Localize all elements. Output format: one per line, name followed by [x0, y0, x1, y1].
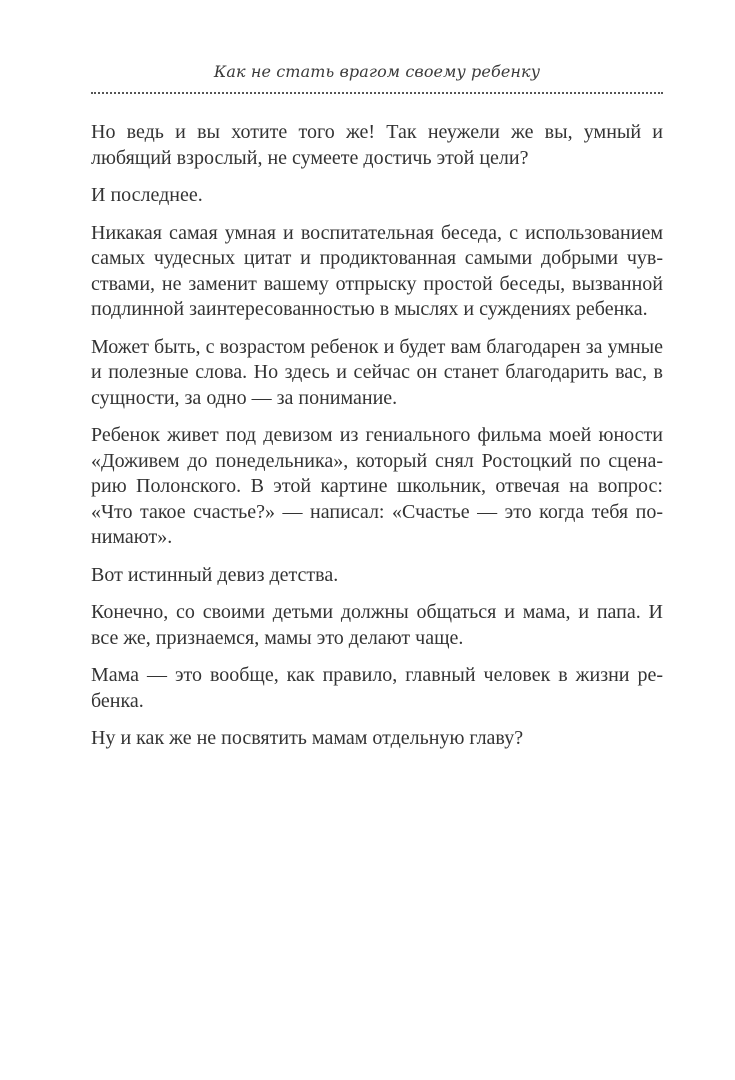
paragraph: И последнее.: [91, 184, 203, 206]
running-head-title: Как не стать врагом своему ребенку: [213, 62, 541, 81]
paragraph: Никакая самая умная и воспитательная беседа, с использованием самых чудесных цитат и продиктованная самыми добрыми чувствами, не заменит вашему отпрыску простой беседы, вызванной подлинной заинтересованностью в мыслях и суждениях ребенка.: [91, 221, 663, 320]
body-text: [91, 120, 663, 764]
paragraph: Мама — это вообще, как правило, главный человек в жизни ребенка.: [91, 664, 663, 712]
paragraph: Вот истинный девиз детства.: [91, 563, 339, 586]
paragraph: Ребенок живет под девизом из гениального фильма моей юности «Доживем до понедельника», который снял Ростоцкий по сценарию Полонского. В этой картине школьник, отвечая на вопрос: «Что такое счастье?» — написал: «Счастье — это когда тебя понимают».: [91, 424, 663, 548]
paragraph: Конечно, со своими детьми должны общаться и мама, и папа. И все же, признаемся, мамы это делают чаще.: [91, 601, 663, 649]
paragraph: Но ведь и вы хотите того же! Так неужели же вы, умный и любящий взрослый, не сумеете достичь этой цели?: [91, 121, 663, 169]
header-dotted-rule: [91, 92, 663, 94]
paragraph: Ну и как же не посвятить мамам отдельную главу?: [91, 727, 524, 749]
paragraph: Может быть, с возрастом ребенок и будет вам благодарен за умные и полезные слова. Но здесь и сейчас он станет благодарить вас, в сущности, за одно — за понимание.: [91, 335, 663, 409]
